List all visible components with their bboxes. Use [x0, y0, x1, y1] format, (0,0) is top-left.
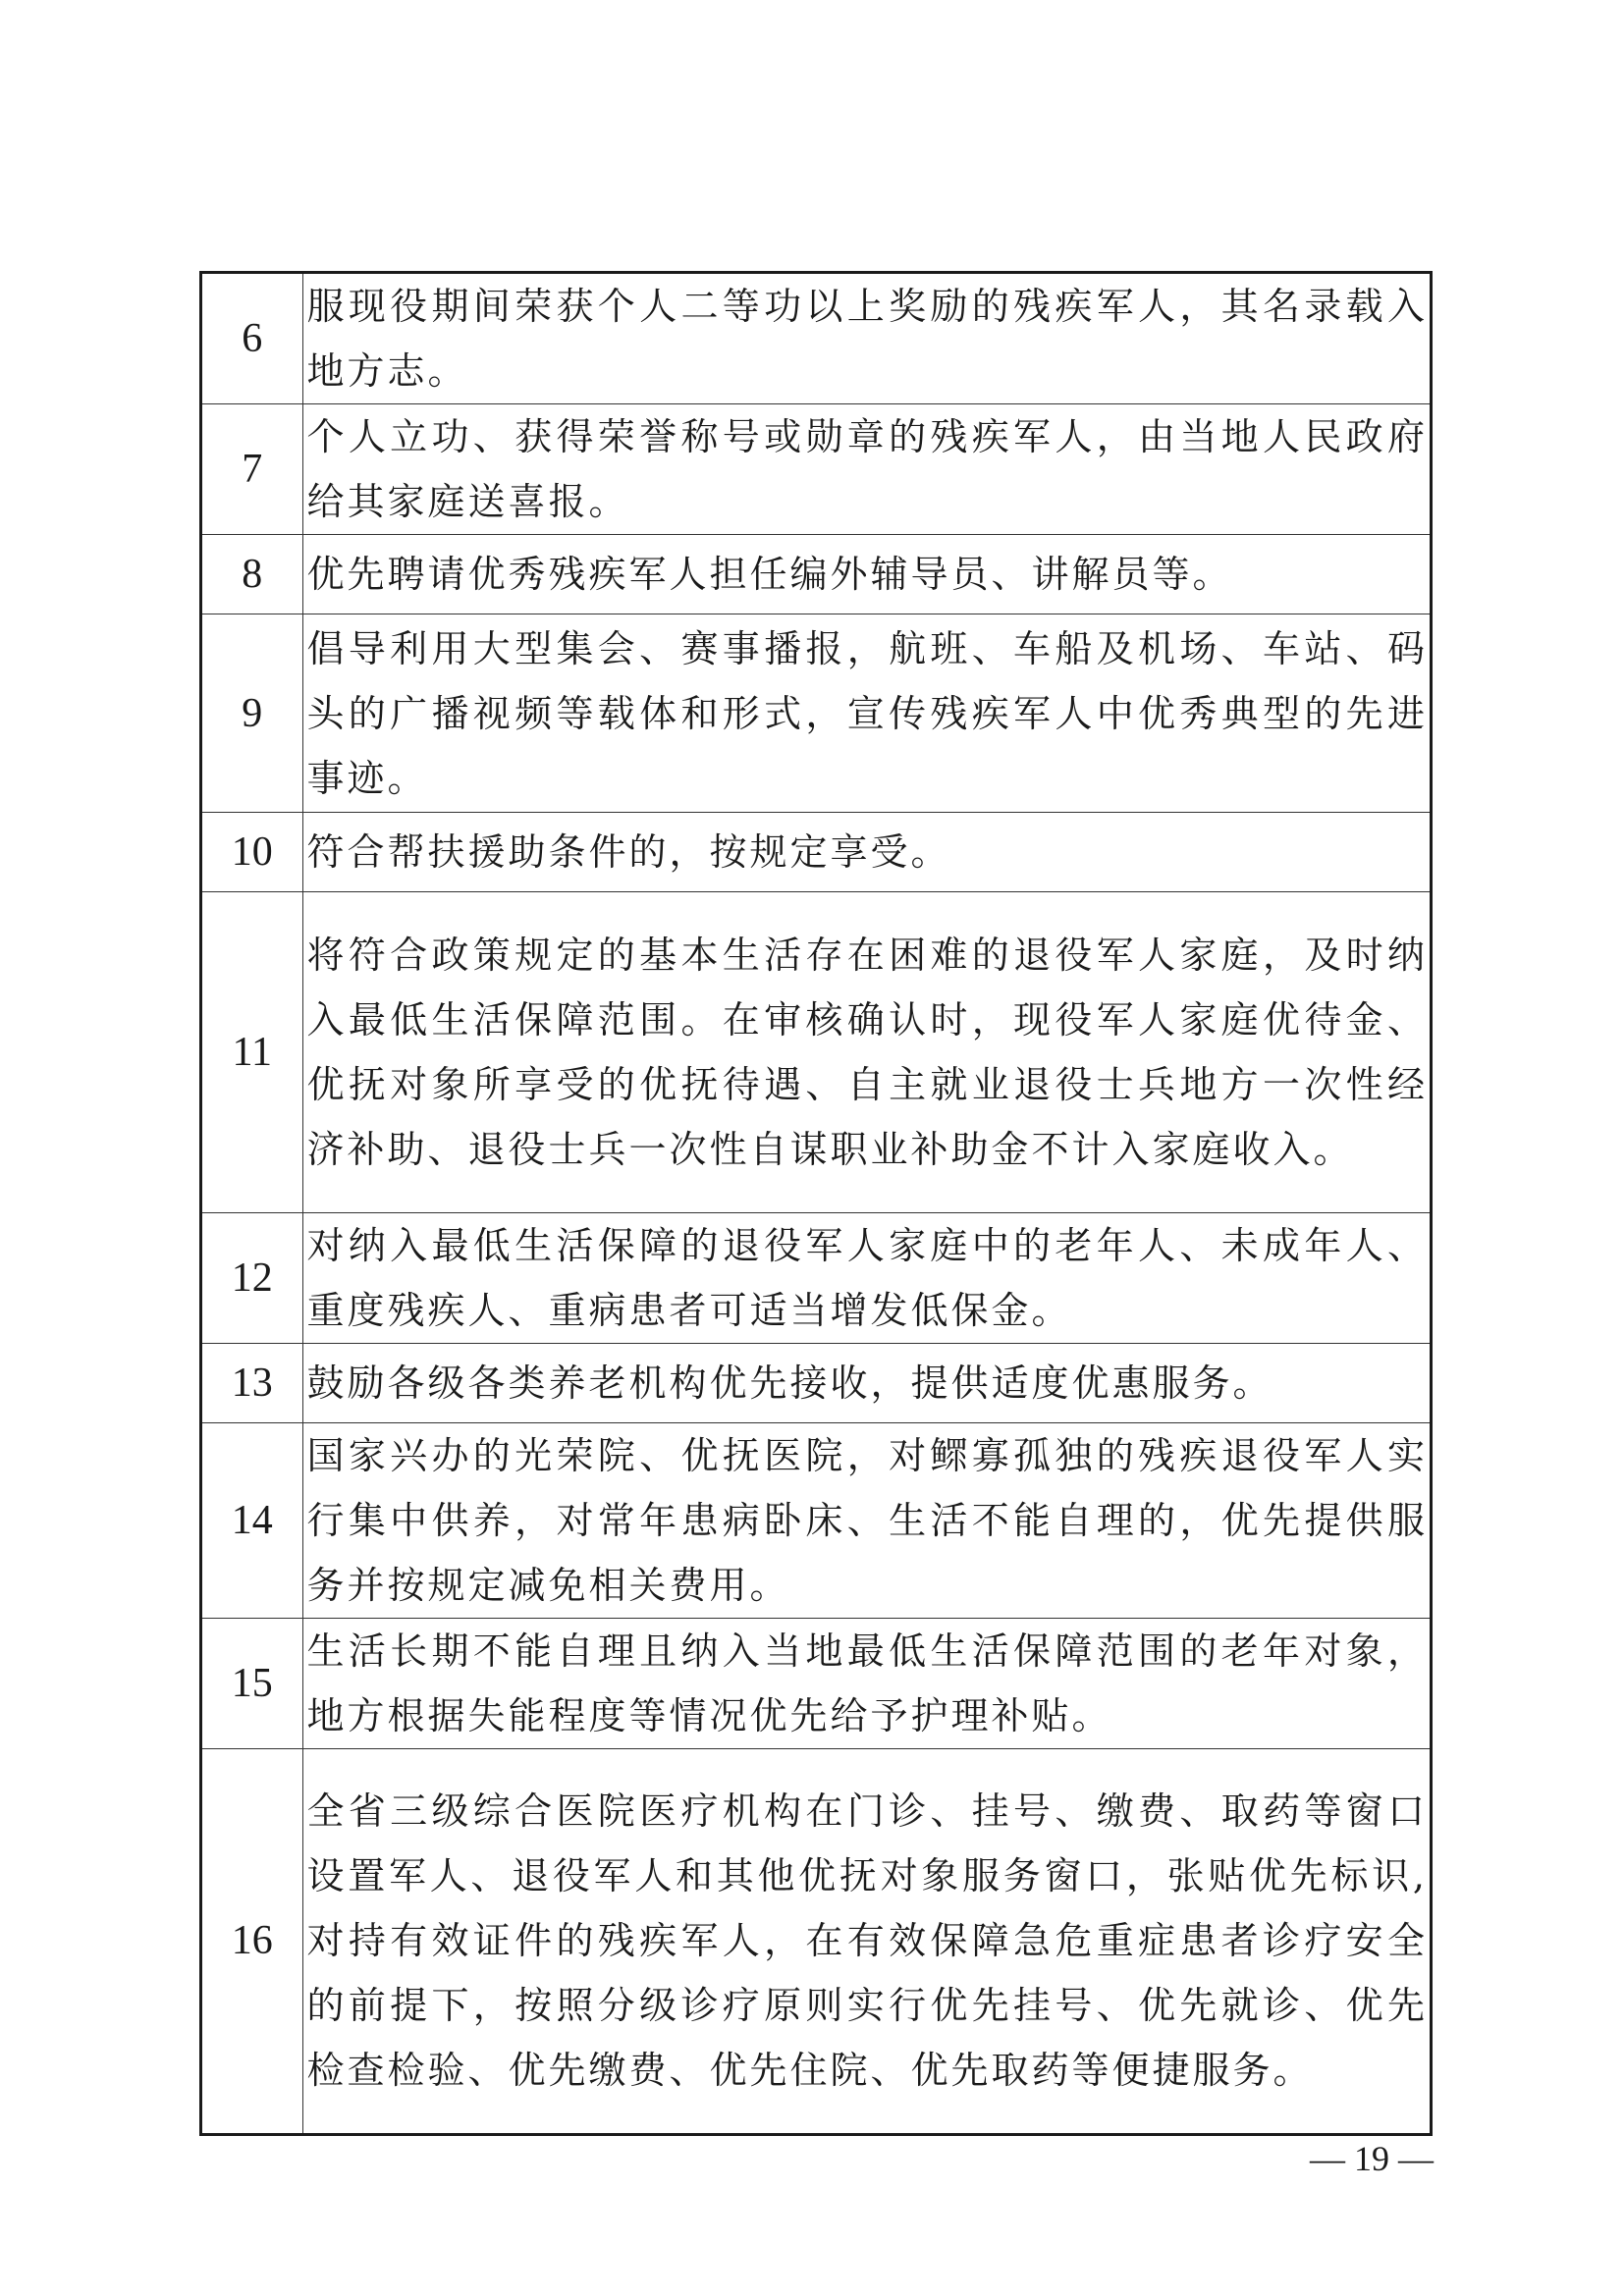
table-row: [202, 1749, 1430, 2133]
policy-table: [199, 271, 1433, 2136]
row-number: 8: [202, 535, 302, 614]
row-text: 生活长期不能自理且纳入当地最低生活保障范围的老年对象，地方根据失能程度等情况优先给予护理补贴。: [302, 1619, 1430, 1749]
row-text: 优先聘请优秀残疾军人担任编外辅导员、讲解员等。: [302, 535, 1430, 614]
row-number: 14: [202, 1423, 302, 1619]
row-text: 符合帮扶援助条件的，按规定享受。: [302, 813, 1430, 892]
row-number: 7: [202, 404, 302, 535]
table-row: [202, 274, 1430, 404]
table-row: [202, 614, 1430, 813]
page-number: — 19 —: [1310, 2139, 1434, 2178]
table-row: [202, 404, 1430, 535]
table-row: [202, 1344, 1430, 1423]
row-text: 倡导利用大型集会、赛事播报，航班、车船及机场、车站、码头的广播视频等载体和形式，宣传残疾军人中优秀典型的先进事迹。: [302, 614, 1430, 813]
row-text: 个人立功、获得荣誉称号或勋章的残疾军人，由当地人民政府给其家庭送喜报。: [302, 404, 1430, 535]
table-row: [202, 1423, 1430, 1619]
row-number: 12: [202, 1213, 302, 1344]
table-row: [202, 892, 1430, 1213]
row-number: 13: [202, 1344, 302, 1423]
row-text: 将符合政策规定的基本生活存在困难的退役军人家庭，及时纳入最低生活保障范围。在审核确认时，现役军人家庭优待金、优抚对象所享受的优抚待遇、自主就业退役士兵地方一次性经济补助、退役士兵一次性自谋职业补助金不计入家庭收入。: [302, 892, 1430, 1213]
row-number: 16: [202, 1749, 302, 2133]
table-body: [202, 274, 1430, 2133]
row-number: 10: [202, 813, 302, 892]
table-row: [202, 1619, 1430, 1749]
row-text: 鼓励各级各类养老机构优先接收，提供适度优惠服务。: [302, 1344, 1430, 1423]
row-number: 15: [202, 1619, 302, 1749]
row-number: 9: [202, 614, 302, 813]
policy-table-grid: [202, 274, 1430, 2133]
table-row: [202, 813, 1430, 892]
row-text: 全省三级综合医院医疗机构在门诊、挂号、缴费、取药等窗口设置军人、退役军人和其他优抚对象服务窗口，张贴优先标识,对持有效证件的残疾军人，在有效保障急危重症患者诊疗安全的前提下，按照分级诊疗原则实行优先挂号、优先就诊、优先检查检验、优先缴费、优先住院、优先取药等便捷服务。: [302, 1749, 1430, 2133]
row-text: 服现役期间荣获个人二等功以上奖励的残疾军人，其名录载入地方志。: [302, 274, 1430, 404]
row-number: 6: [202, 274, 302, 404]
row-number: 11: [202, 892, 302, 1213]
row-text: 国家兴办的光荣院、优抚医院，对鳏寡孤独的残疾退役军人实行集中供养，对常年患病卧床、生活不能自理的，优先提供服务并按规定减免相关费用。: [302, 1423, 1430, 1619]
row-text: 对纳入最低生活保障的退役军人家庭中的老年人、未成年人、重度残疾人、重病患者可适当增发低保金。: [302, 1213, 1430, 1344]
table-row: [202, 535, 1430, 614]
table-row: [202, 1213, 1430, 1344]
